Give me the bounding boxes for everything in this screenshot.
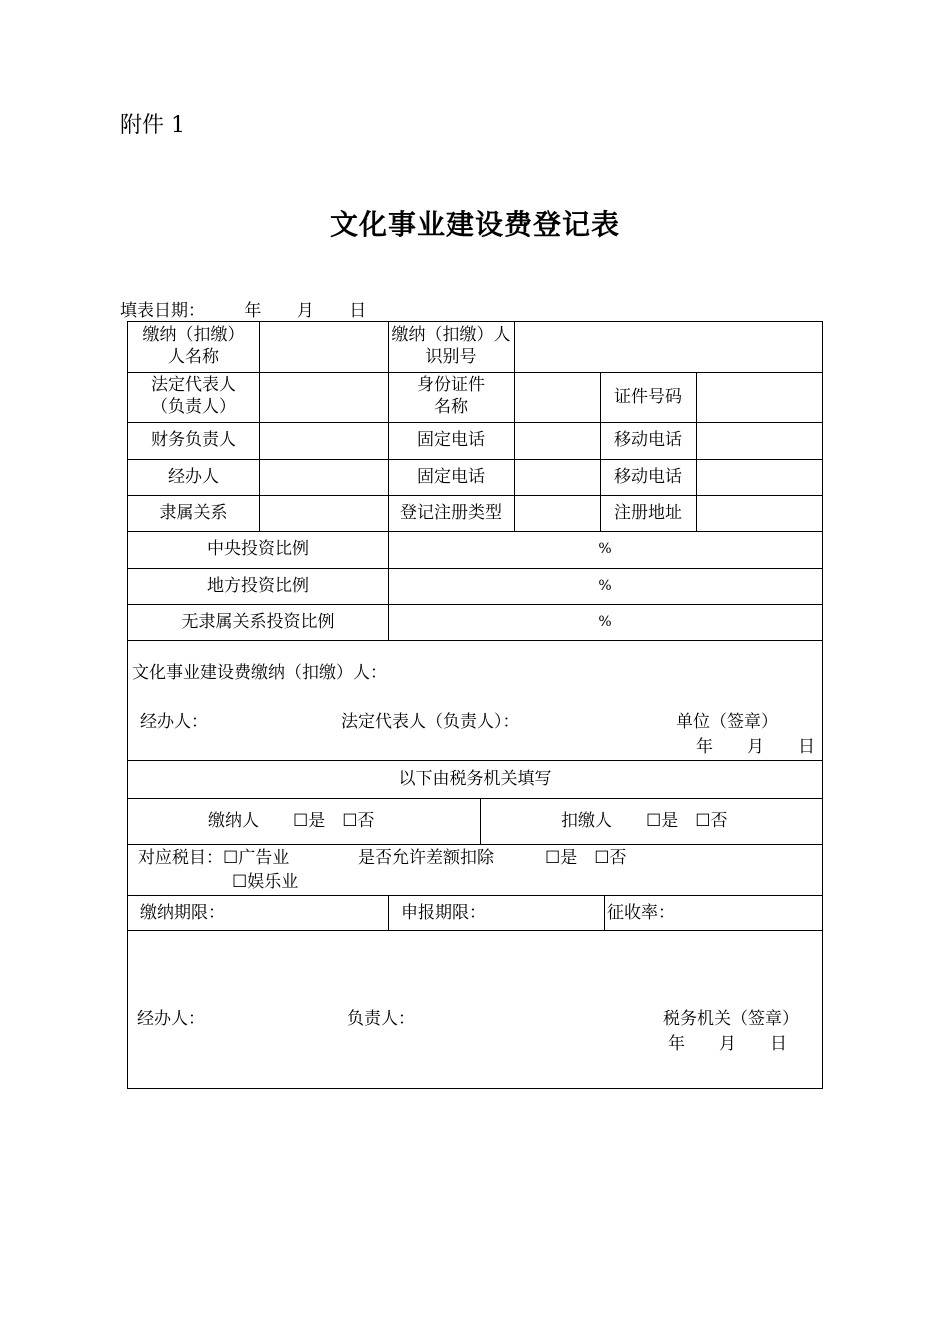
tax-item-label: 对应税目：☐广告业 <box>138 848 290 868</box>
no-affiliation-invest-label: 无隶属关系投资比例 <box>181 612 335 632</box>
no-affiliation-invest-percent: % <box>598 614 612 630</box>
reg-type-label: 登记注册类型 <box>400 503 502 523</box>
handler-label: 经办人 <box>168 467 219 487</box>
pay-period-label: 缴纳期限： <box>140 903 225 923</box>
central-invest-label: 中央投资比例 <box>207 539 309 559</box>
mobile-label-2: 移动电话 <box>614 467 682 487</box>
rate-label: 征收率： <box>607 903 675 923</box>
form-title: 文化事业建设费登记表 <box>329 208 620 241</box>
fixed-phone-label-2: 固定电话 <box>417 467 485 487</box>
central-invest-percent: % <box>598 541 612 557</box>
fill-date-year: 年 <box>244 301 262 321</box>
declaration-seal: 单位（签章） <box>676 712 778 732</box>
reg-address-label: 注册地址 <box>614 503 682 523</box>
tax-authority-date: 年 月 日 <box>668 1034 787 1054</box>
id-number-label: 证件号码 <box>614 387 682 407</box>
fill-date-day: 日 <box>349 301 367 321</box>
tax-withholder-choice: 扣缴人 ☐是 ☐否 <box>561 811 728 831</box>
tax-handler-label: 经办人： <box>137 1009 205 1029</box>
tax-manager-label: 负责人： <box>347 1009 415 1029</box>
declaration-legal-rep: 法定代表人（负责人）： <box>341 712 520 732</box>
tax-payer-choice: 缴纳人 ☐是 ☐否 <box>208 811 375 831</box>
registration-form-table <box>127 321 823 1089</box>
payer-name-label: 缴纳（扣缴） 人名称 <box>142 325 245 367</box>
tax-authority-seal: 税务机关（签章） <box>663 1009 799 1029</box>
tax-item-entertainment: ☐娱乐业 <box>232 872 299 892</box>
id-doc-label: 身份证件 名称 <box>417 375 485 417</box>
declare-period-label: 申报期限： <box>401 903 486 923</box>
fill-date-label: 填表日期： <box>120 301 205 321</box>
fill-date <box>120 296 366 321</box>
declaration-handler: 经办人： <box>140 712 208 732</box>
declaration-payer-line: 文化事业建设费缴纳（扣缴）人： <box>132 663 387 683</box>
payer-id-label: 缴纳（扣缴）人 识别号 <box>391 325 511 367</box>
deduction-choice: 是否允许差额扣除 ☐是 ☐否 <box>358 848 627 868</box>
mobile-label: 移动电话 <box>614 430 682 450</box>
attachment-label: 附件 1 <box>120 113 185 138</box>
finance-manager-label: 财务负责人 <box>151 430 236 450</box>
fixed-phone-label: 固定电话 <box>417 430 485 450</box>
fill-date-month: 月 <box>296 301 314 321</box>
local-invest-label: 地方投资比例 <box>207 576 309 596</box>
declaration-date: 年 月 日 <box>696 737 815 757</box>
tax-section-header: 以下由税务机关填写 <box>398 769 552 789</box>
affiliation-label: 隶属关系 <box>159 503 228 523</box>
legal-rep-label: 法定代表人 （负责人） <box>151 375 236 417</box>
local-invest-percent: % <box>598 578 612 594</box>
